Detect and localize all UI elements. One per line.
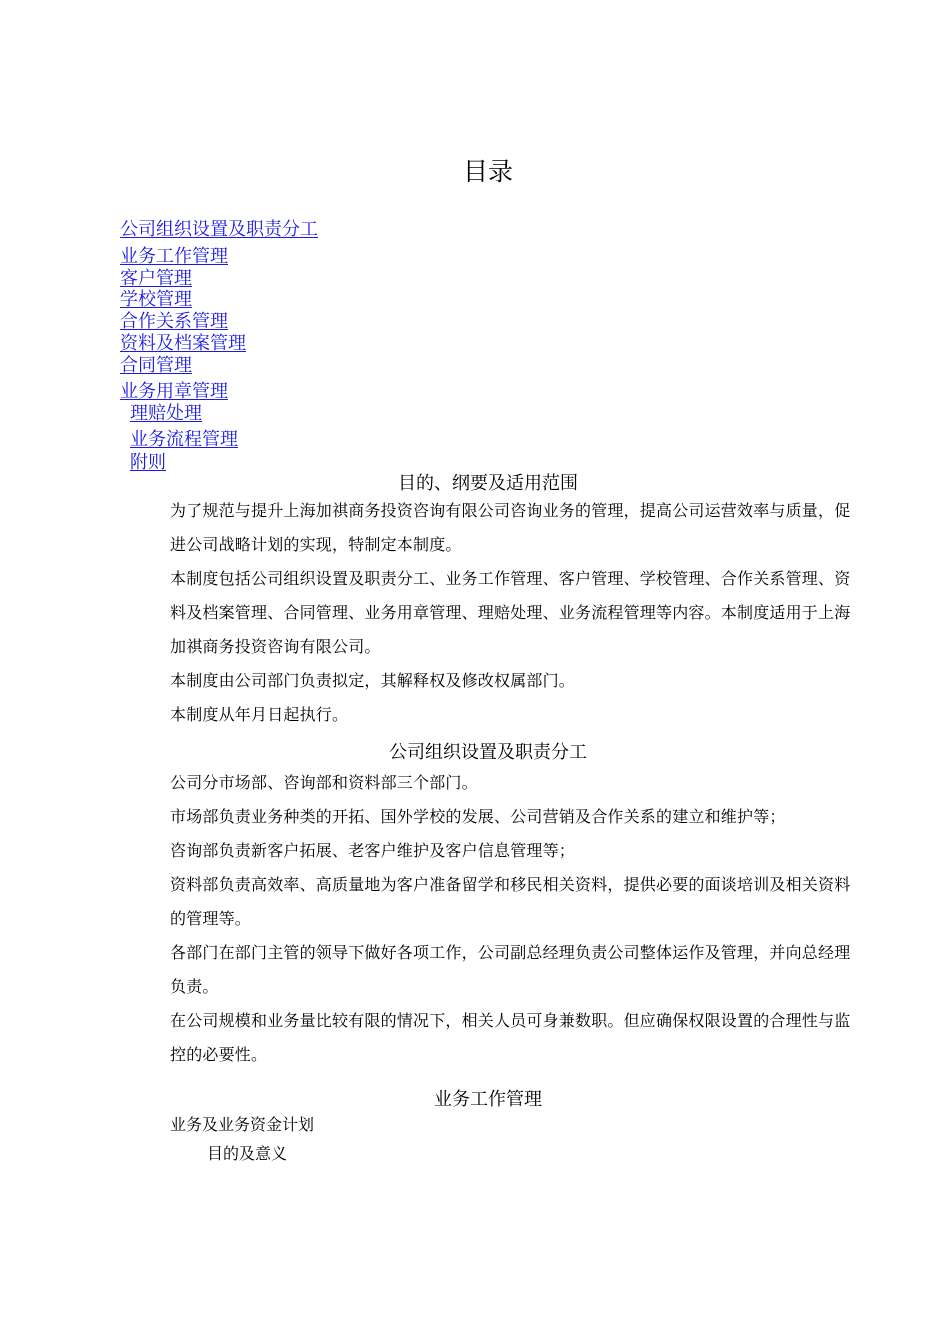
toc-link-claims[interactable]: 理赔处理: [130, 403, 202, 424]
toc-link-contract[interactable]: 合同管理: [120, 355, 192, 376]
toc-link-process[interactable]: 业务流程管理: [130, 429, 238, 450]
toc-link-customer[interactable]: 客户管理: [120, 268, 192, 289]
section-heading-org: 公司组织设置及职责分工: [389, 742, 587, 763]
paragraph: 市场部负责业务种类的开拓、国外学校的发展、公司营销及合作关系的建立和维护等；: [170, 807, 786, 826]
paragraph: 公司分市场部、咨询部和资料部三个部门。: [170, 773, 478, 792]
section-heading-purpose: 目的、纲要及适用范围: [398, 473, 578, 494]
toc-link-business[interactable]: 业务工作管理: [120, 246, 228, 267]
section-heading-business: 业务工作管理: [434, 1089, 542, 1110]
subheading: 业务及业务资金计划: [170, 1115, 315, 1134]
toc-link-seal[interactable]: 业务用章管理: [120, 381, 228, 402]
paragraph: 本制度由公司部门负责拟定，其解释权及修改权属部门。: [170, 671, 576, 690]
toc-link-partnership[interactable]: 合作关系管理: [120, 311, 228, 332]
toc-link-org[interactable]: 公司组织设置及职责分工: [120, 219, 318, 240]
paragraph: 本制度包括公司组织设置及职责分工、业务工作管理、客户管理、学校管理、合作关系管理、资料及档案管理、合同管理、业务用章管理、理赔处理、业务流程管理等内容。本制度适用于上海加祺商务投资咨询有限公司。: [170, 569, 851, 656]
toc-title: 目录: [462, 157, 513, 186]
sub-subheading: 目的及意义: [207, 1144, 288, 1163]
paragraph: 为了规范与提升上海加祺商务投资咨询有限公司咨询业务的管理，提高公司运营效率与质量，促进公司战略计划的实现，特制定本制度。: [170, 501, 851, 554]
paragraph: 咨询部负责新客户拓展、老客户维护及客户信息管理等；: [170, 841, 576, 860]
section-body-purpose: [170, 494, 860, 732]
section-body-org: [170, 766, 860, 1072]
toc-link-archives[interactable]: 资料及档案管理: [120, 333, 246, 354]
toc-link-appendix[interactable]: 附则: [130, 452, 166, 473]
paragraph: 各部门在部门主管的领导下做好各项工作，公司副总经理负责公司整体运作及管理，并向总经理负责。: [170, 943, 851, 996]
toc-link-school[interactable]: 学校管理: [120, 289, 192, 310]
paragraph: 资料部负责高效率、高质量地为客户准备留学和移民相关资料，提供必要的面谈培训及相关资料的管理等。: [170, 875, 851, 928]
paragraph: 在公司规模和业务量比较有限的情况下，相关人员可身兼数职。但应确保权限设置的合理性与监控的必要性。: [170, 1011, 851, 1064]
paragraph: 本制度从年月日起执行。: [170, 705, 349, 724]
